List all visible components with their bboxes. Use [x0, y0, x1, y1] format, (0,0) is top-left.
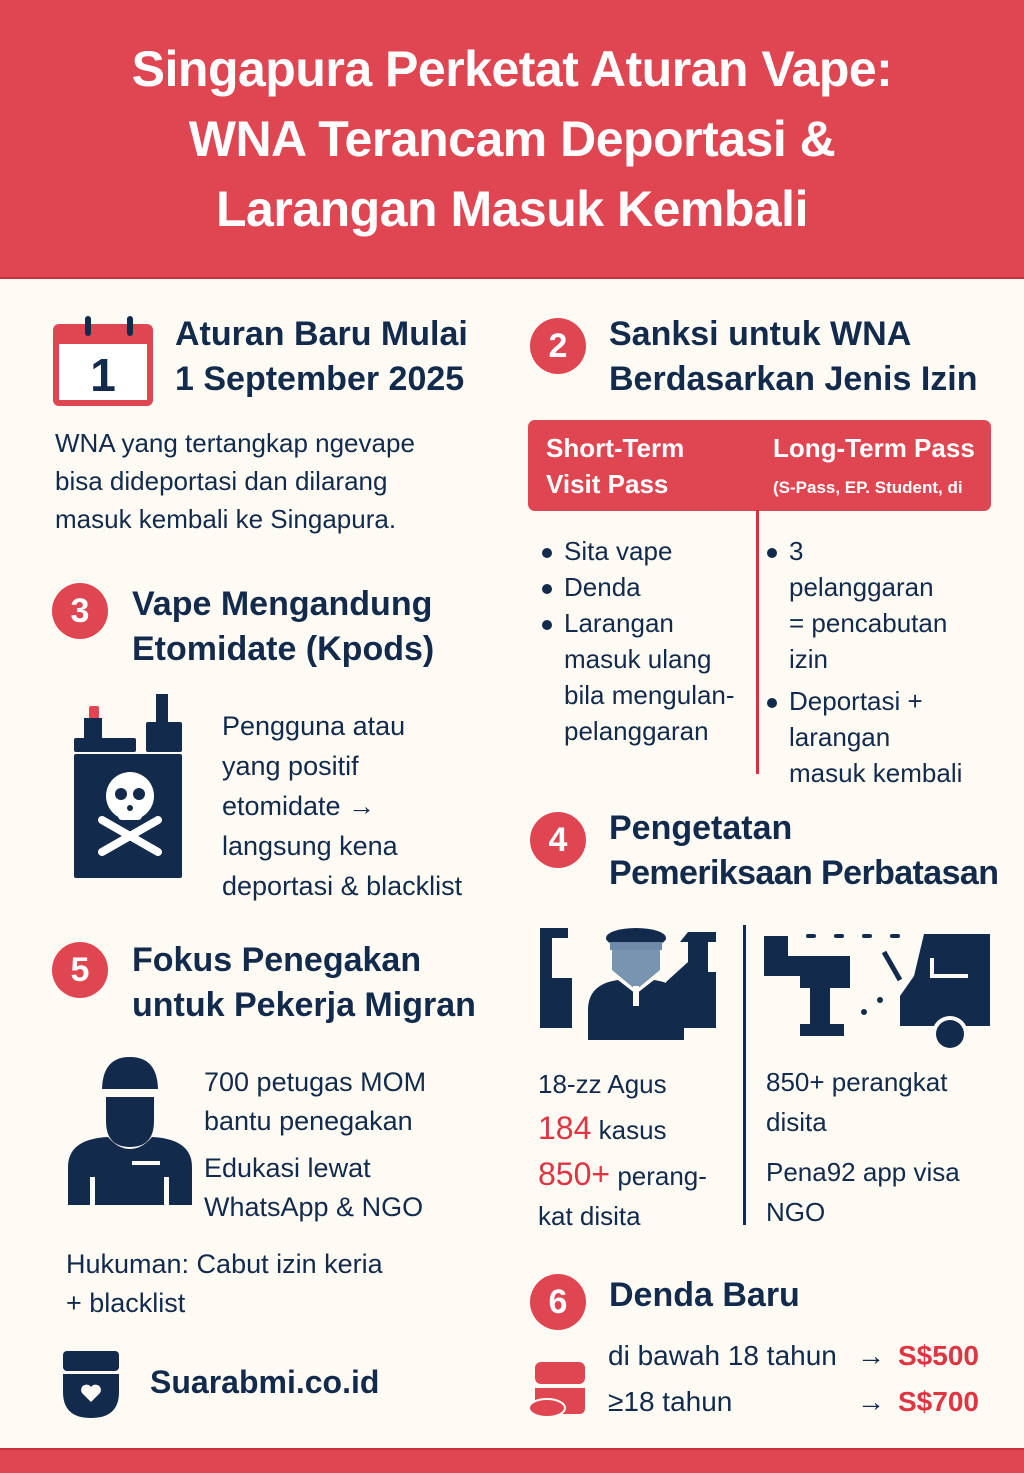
vape-skull-icon — [74, 692, 184, 880]
long-term-pass-subtitle: (S-Pass, EP. Student, di — [773, 478, 963, 497]
fine-amount-18-plus: S$700 — [898, 1386, 979, 1417]
shield-heart-icon — [62, 1350, 120, 1420]
stats-date: 18-zz Agus — [538, 1069, 667, 1099]
list-item: Sita vape — [540, 533, 750, 569]
title-line-2: WNA Terancam Deportasi & — [188, 110, 836, 167]
section-3-title: Vape Mengandung Etomidate (Kpods) — [132, 585, 435, 668]
arrow-icon: → — [857, 1386, 885, 1417]
section-4-title: Pengetatan Pemeriksaan Perbatasan — [609, 809, 999, 892]
list-item: 3 pelanggaran = pencabutan izin — [765, 533, 955, 677]
section-1-body: WNA yang tertangkap ngevape bisa dideportasi dan dilarang masuk kembali ke Singapura. — [55, 428, 415, 534]
devices-stat: 850+ perang- — [538, 1156, 707, 1192]
border-stats-right: 850+ perangkat disita Pena92 app visa NGO — [766, 1067, 960, 1227]
fine-row-under-18: di bawah 18 tahun — [608, 1340, 837, 1371]
title-banner — [0, 0, 1024, 279]
short-term-sanctions — [540, 533, 750, 749]
section-5-body: 700 petugas MOM bantu penegakan Edukasi lewat WhatsApp & NGO — [204, 1067, 427, 1222]
section-5-penalty: Hukuman: Cabut izin keria + blacklist — [66, 1249, 383, 1318]
short-term-pass-title: Short-Term Visit Pass — [546, 433, 685, 499]
section-6-title: Denda Baru — [609, 1276, 800, 1314]
section-2-title: Sanksi untuk WNA Berdasarkan Jenis Izin — [609, 315, 978, 398]
border-divider — [743, 925, 746, 1225]
title-line-1: Singapura Perketat Aturan Vape: — [131, 40, 893, 97]
border-officer-icon — [536, 920, 721, 1045]
footer-band — [0, 1448, 1024, 1473]
cases-stat: 184 kasus — [538, 1110, 667, 1146]
money-stack-icon — [527, 1360, 587, 1418]
section-5-title: Fokus Penegakan untuk Pekerja Migran — [132, 941, 476, 1024]
section-3-body: Pengguna atau yang positif etomidate → langsung kena deportasi & blacklist — [222, 711, 463, 901]
title-line-3: Larangan Masuk Kembali — [216, 180, 808, 237]
list-item: Deportasi + larangan masuk kembali — [765, 683, 965, 791]
pass-divider — [756, 510, 759, 774]
list-item: Larangan masuk ulang bila mengulan- pelanggaran — [540, 605, 740, 749]
arrow-icon: → — [857, 1340, 885, 1371]
list-item: Denda — [540, 569, 750, 605]
section-6-badge: 6 — [530, 1274, 586, 1330]
section-3-badge: 3 — [52, 583, 108, 639]
calendar-day: 1 — [90, 349, 116, 401]
pass-type-header — [528, 420, 991, 511]
border-stats-left: 18-zz Agus 184 kasus 850+ perang- kat disita — [538, 1062, 707, 1234]
long-term-pass-title: Long-Term Pass — [773, 433, 975, 463]
source-link[interactable]: Suarabmi.co.id — [150, 1364, 380, 1400]
fine-amount-under-18: S$500 — [898, 1340, 979, 1371]
section-1-title: Aturan Baru Mulai 1 September 2025 — [175, 315, 468, 398]
section-2-badge: 2 — [530, 318, 586, 374]
calendar-icon — [52, 314, 154, 408]
scanner-vehicle-icon — [764, 930, 992, 1055]
migrant-worker-icon — [66, 1055, 194, 1207]
section-4-badge: 4 — [530, 812, 586, 868]
section-5-badge: 5 — [52, 942, 108, 998]
long-term-sanctions — [765, 533, 975, 791]
fine-row-18-plus: ≥18 tahun — [608, 1386, 733, 1417]
page-title — [132, 34, 893, 244]
